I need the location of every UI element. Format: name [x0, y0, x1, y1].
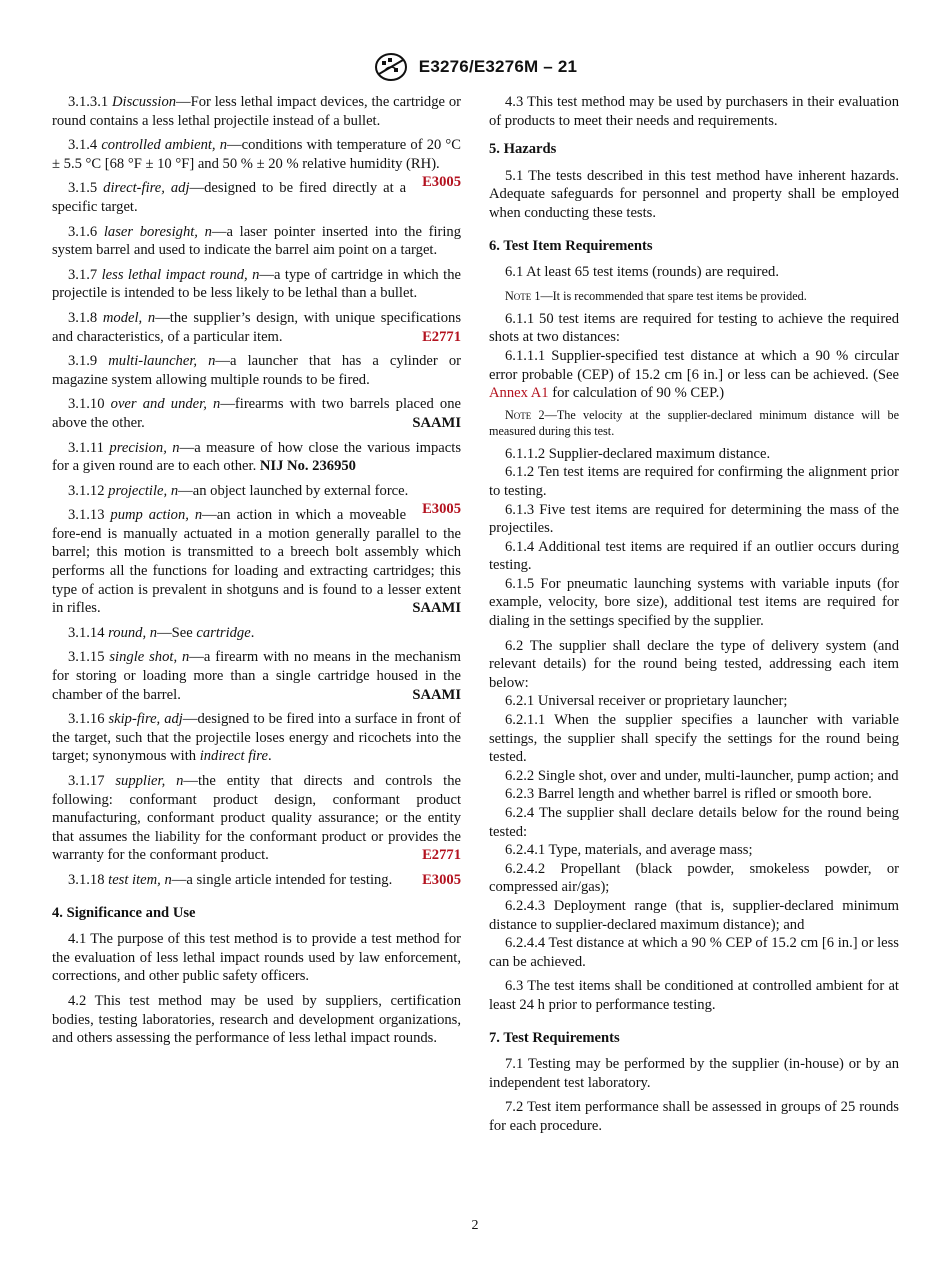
paragraph-6-2-4: 6.2.4 The supplier shall declare details below for the round being tested: — [489, 805, 899, 840]
reference-link[interactable]: E3005 — [422, 174, 461, 191]
right-column — [489, 93, 899, 1142]
paragraph-4-1: 4.1 The purpose of this test method is to provide a test method for the evaluation of less lethal impact rounds used by law enforcement, corrections, and other public safety officers. — [52, 931, 461, 985]
source-label: NIJ No. 236950 — [259, 458, 356, 475]
definition-3-1-18: 3.1.18 test item, n—a single article intended for testing. E3005 — [68, 871, 461, 888]
paragraph-6-2-4-1: 6.2.4.1 Type, materials, and average mass; — [505, 842, 753, 859]
source-label: SAAMI — [412, 414, 461, 431]
definition-3-1-16: 3.1.16 skip-fire, adj—designed to be fired into a surface in front of the target, such that the projectile loses energy and ricochets into the target; synonymous with indirect fire. — [52, 711, 461, 765]
definition-3-1-6: 3.1.6 laser boresight, n—a laser pointer inserted into the firing system barrel and used to indicate the barrel aim point on a target. — [52, 223, 462, 259]
paragraph-6-1-2: 6.1.2 Ten test items are required for confirming the alignment prior to testing. — [489, 464, 899, 499]
paragraph-4-2: 4.2 This test method may be used by suppliers, certification bodies, testing laboratories, research and development organizations, and others assessing the performance of less lethal impact rounds. — [52, 992, 461, 1047]
section-heading-4: 4. Significance and Use — [52, 904, 196, 921]
paragraph-6-2-4-3: 6.2.4.3 Deployment range (that is, supplier-declared minimum distance to supplier-declared maximum distance); and — [489, 897, 899, 933]
paragraph-6-1-1: 6.1.1 50 test items are required for testing to achieve the required shots at two distances: — [489, 310, 899, 346]
definition-3-1-14: 3.1.14 round, n—See cartridge. — [68, 624, 255, 641]
paragraph-6-3: 6.3 The test items shall be conditioned at controlled ambient for at least 24 h prior to performance testing. — [489, 978, 899, 1013]
section-heading-7: 7. Test Requirements — [489, 1029, 620, 1046]
reference-link[interactable]: E2771 — [422, 328, 461, 345]
definition-3-1-5: 3.1.5 direct-fire, adj—designed to be fired directly at a specific target. — [52, 180, 407, 215]
definition-3-1-7: 3.1.7 less lethal impact round, n—a type of cartridge in which the projectile is intended to be less likely to be lethal than a bullet. — [52, 266, 461, 302]
paragraph-6-1-3: 6.1.3 Five test items are required for determining the mass of the projectiles. — [489, 501, 899, 537]
document-designation: E3276/E3276M – 21 — [418, 57, 578, 76]
paragraph-6-2-1-1: 6.2.1.1 When the supplier specifies a launcher with variable settings, the supplier shall specify the settings for the round being tested. — [489, 712, 899, 766]
note-2: Note 2—The velocity at the supplier-declared minimum distance will be measured during this test. — [489, 407, 899, 438]
definition-3-1-12: 3.1.12 projectile, n—an object launched by external force. E3005 — [68, 482, 461, 518]
paragraph-6-2: 6.2 The supplier shall declare the type of delivery system (and relevant details) for the round being tested, addressing each item below: — [489, 637, 899, 691]
paragraph-7-2: 7.2 Test item performance shall be assessed in groups of 25 rounds for each procedure. — [489, 1099, 899, 1134]
paragraph-5-1: 5.1 The tests described in this test method have inherent hazards. Adequate safeguards for personnel and property shall be employed when conducting these tests. — [489, 167, 899, 221]
definition-3-1-11: 3.1.11 precision, n—a measure of how close the various impacts for a given round are to each other. NIJ No. 236950 — [52, 439, 461, 475]
paragraph-6-1-5: 6.1.5 For pneumatic launching systems with variable inputs (for example, velocity, bore size), additional test items are required for dialing in the settings specified by the supplier. — [489, 575, 899, 630]
definition-3-1-15: 3.1.15 single shot, n—a firearm with no means in the mechanism for storing or loading more than a single cartridge housed in the chamber of the barrel. SAAMI — [52, 649, 461, 703]
definition-3-1-13: 3.1.13 pump action, n—an action in which a moveable fore-end is manually actuated in a motion generally parallel to the barrel; this motion is transmitted to a breech bolt assembly which performs all the functions for loading and extracting cartridges; this type of action is prevalent in shotguns and is found to a lesser extent in rifles. SAAMI — [52, 507, 461, 617]
note-1: Note 1—It is recommended that spare test items be provided. — [505, 288, 807, 303]
paragraph-6-2-1: 6.2.1 Universal receiver or proprietary launcher; — [505, 693, 788, 710]
section-heading-5: 5. Hazards — [489, 141, 557, 158]
reference-link[interactable]: E3005 — [422, 501, 461, 518]
reference-link[interactable]: E3005 — [422, 871, 461, 888]
paragraph-6-1-1-2: 6.1.1.2 Supplier-declared maximum distance. — [505, 445, 771, 462]
definition-3-1-9: 3.1.9 multi-launcher, n—a launcher that has a cylinder or magazine system allowing multiple rounds to be fired. — [52, 353, 461, 388]
paragraph-4-3: 4.3 This test method may be used by purchasers in their evaluation of products to meet their needs and requirements. — [489, 94, 899, 129]
left-column — [52, 93, 461, 1054]
paragraph-6-2-3: 6.2.3 Barrel length and whether barrel is rifled or smooth bore. — [505, 786, 872, 803]
paragraph-6-2-4-4: 6.2.4.4 Test distance at which a 90 % CEP of 15.2 cm [6 in.] or less can be achieved. — [489, 935, 899, 970]
paragraph-6-2-2: 6.2.2 Single shot, over and under, multi-launcher, pump action; and — [505, 767, 899, 784]
definition-3-1-8: 3.1.8 model, n—the supplier’s design, with unique specifications and characteristics, of a particular item. E2771 — [52, 309, 462, 345]
paragraph-7-1: 7.1 Testing may be performed by the supplier (in-house) or by an independent test laboratory. — [489, 1056, 899, 1091]
annex-a1-link[interactable]: Annex A1 — [489, 385, 549, 402]
paragraph-6-1-1-1: 6.1.1.1 Supplier-specified test distance at which a 90 % circular error probable (CEP) of 15.2 cm [6 in.] or less can be achieved. (See Annex A1 for calculation of 90 % CEP.) — [489, 347, 899, 402]
reference-link[interactable]: E2771 — [422, 847, 461, 864]
paragraph-6-1: 6.1 At least 65 test items (rounds) are required. — [505, 264, 779, 281]
definition-3-1-3-1: 3.1.3.1 Discussion—For less lethal impact devices, the cartridge or round contains a less lethal projectile instead of a bullet. — [52, 94, 461, 129]
page-number: 2 — [471, 1218, 479, 1233]
section-heading-6: 6. Test Item Requirements — [489, 237, 653, 254]
paragraph-6-2-4-2: 6.2.4.2 Propellant (black powder, smokeless powder, or compressed air/gas); — [489, 860, 899, 896]
astm-logo-icon — [373, 52, 409, 82]
page-header — [0, 52, 950, 82]
source-label: SAAMI — [412, 600, 461, 617]
definition-3-1-4: 3.1.4 controlled ambient, n—conditions with temperature of 20 °C ± 5.5 °C [68 °F ± 10 °F] and 50 % ± 20 % relative humidity (RH). E3005 — [52, 137, 462, 191]
definition-3-1-10: 3.1.10 over and under, n—firearms with two barrels placed one above the other. SAAMI — [52, 396, 461, 431]
source-label: SAAMI — [412, 686, 461, 703]
definition-3-1-17: 3.1.17 supplier, n—the entity that directs and controls the following: conformant product design, conformant product manufacturing, conformant product quality assurance; or the entity that assumes the liability for the conformant product or provides the warranty for the conformant product. E2771 — [52, 773, 462, 864]
paragraph-6-1-4: 6.1.4 Additional test items are required if an outlier occurs during testing. — [489, 538, 899, 574]
